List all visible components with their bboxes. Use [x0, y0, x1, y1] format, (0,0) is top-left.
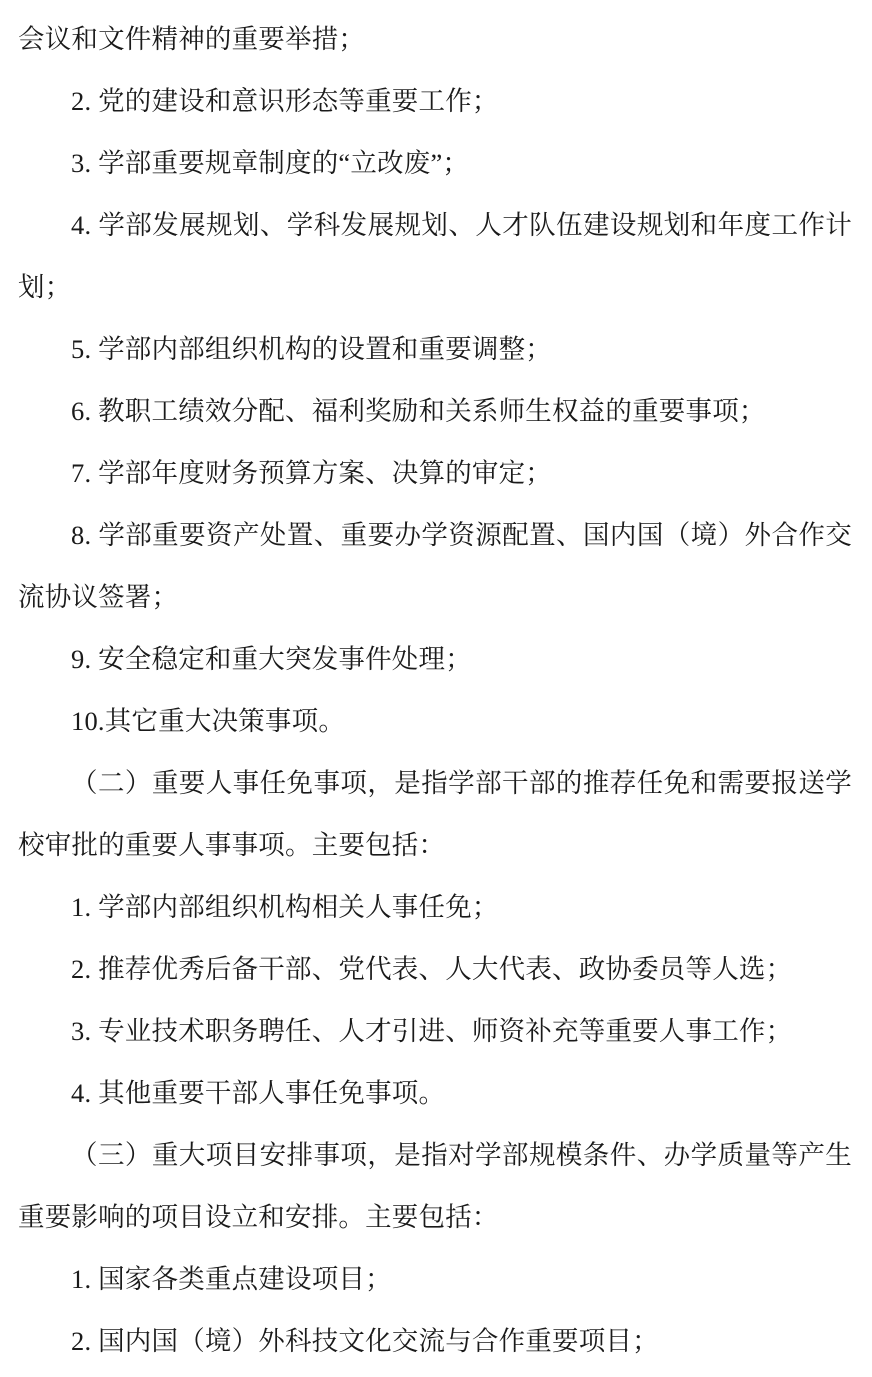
- section-heading: （二）重要人事任免事项，是指学部干部的推荐任免和需要报送学校审批的重要人事事项。主要包括：: [18, 768, 852, 860]
- list-item: 4. 其他重要干部人事任免事项。: [71, 1078, 446, 1108]
- list-item: 1. 学部内部组织机构相关人事任免；: [71, 892, 499, 922]
- section-heading: （三）重大项目安排事项，是指对学部规模条件、办学质量等产生重要影响的项目设立和安排。主要包括：: [18, 1140, 852, 1232]
- list-item: 9. 安全稳定和重大突发事件处理；: [71, 644, 472, 674]
- list-item: 4. 学部发展规划、学科发展规划、人才队伍建设规划和年度工作计划；: [18, 210, 852, 302]
- list-item: 2. 推荐优秀后备干部、党代表、人大代表、政协委员等人选；: [71, 954, 793, 984]
- list-item: 7. 学部年度财务预算方案、决算的审定；: [71, 458, 552, 488]
- list-item: 10.其它重大决策事项。: [71, 706, 346, 736]
- list-item: 3. 学部重要规章制度的“立改废”；: [71, 148, 470, 178]
- list-item: 1. 国家各类重点建设项目；: [71, 1264, 392, 1294]
- paragraph-continuation: 会议和文件精神的重要举措；: [18, 24, 366, 54]
- list-item: 2. 国内国（境）外科技文化交流与合作重要项目；: [71, 1326, 659, 1356]
- list-item: 5. 学部内部组织机构的设置和重要调整；: [71, 334, 552, 364]
- list-item: 8. 学部重要资产处置、重要办学资源配置、国内国（境）外合作交流协议签署；: [18, 520, 852, 612]
- list-item: 3. 专业技术职务聘任、人才引进、师资补充等重要人事工作；: [71, 1016, 793, 1046]
- list-item: 6. 教职工绩效分配、福利奖励和关系师生权益的重要事项；: [71, 396, 766, 426]
- list-item: 2. 党的建设和意识形态等重要工作；: [71, 86, 499, 116]
